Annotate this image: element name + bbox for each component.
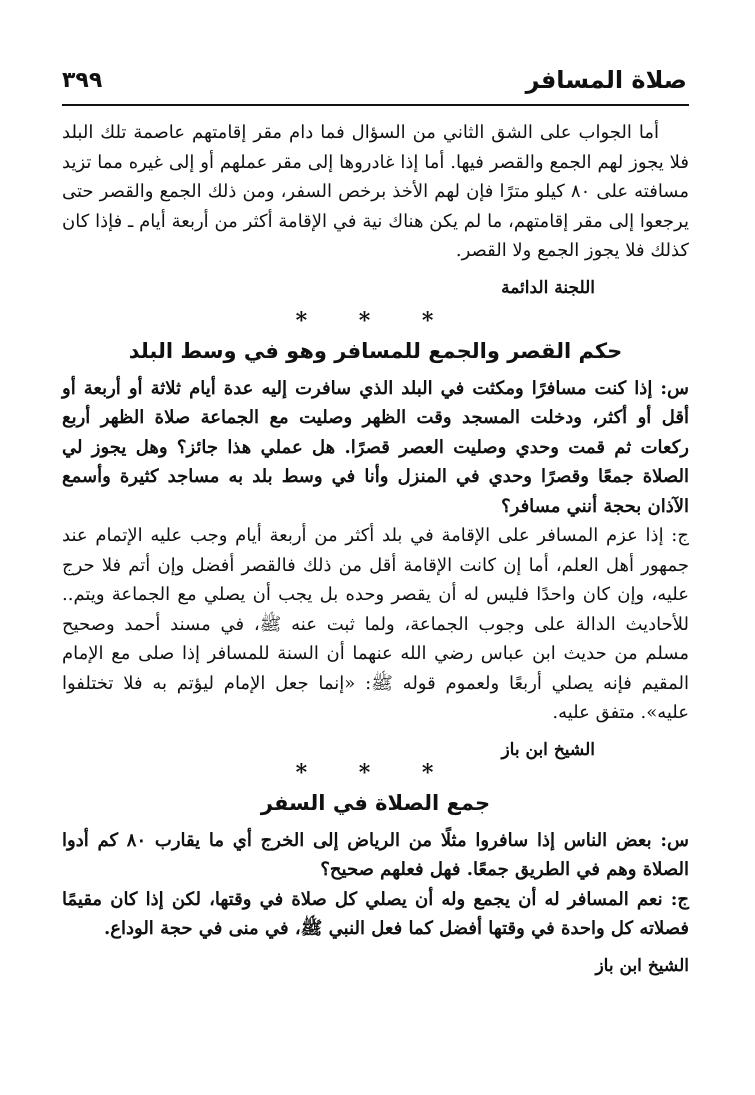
section-separator: * * * [295, 307, 456, 334]
page-header [62, 66, 687, 100]
fatwa-title: حكم القصر والجمع للمسافر وهو في وسط البلد [128, 338, 623, 363]
fatwa-title: جمع الصلاة في السفر [260, 790, 491, 815]
answer-paragraph: ج: إذا عزم المسافر على الإقامة في بلد أكثر من أربعة أيام وجب عليه الإتمام عند جمهور أهل العلم، أما إن كانت الإقامة أقل من ذلك فالقصر أفضل وإن أتم فلا حرج عليه، وإن كان واحدًا فليس له أن يقصر وحده بل يجب أن يصلي مع الجماعة ويتم.. للأحاديث الدالة على وجوب الجماعة، ولما ثبت عنه ﷺ، في مسند أحمد وصحيح مسلم من حديث ابن عباس رضي الله عنهما أن السنة للمسافر إذا صلى مع الإمام المقيم فإنه يصلي أربعًا ولعموم قوله ﷺ: «إنما جعل الإمام ليؤتم به فلا تختلفوا عليه». متفق عليه. [62, 525, 689, 723]
answer-paragraph: أما الجواب على الشق الثاني من السؤال فما دام مقر إقامتهم عاصمة تلك البلد فلا يجوز لهم الجمع والقصر فيها. أما إذا غادروها إلى مقر عملهم أو إلى غيره مما تزيد مسافته على ٨٠ كيلو مترًا فإن لهم الأخذ برخص السفر، ومن ذلك الجمع والقصر حتى يرجعوا إلى مقر إقامتهم، ما لم يكن هناك نية في الإقامة أكثر من أربعة أيام ـ فإذا كان كذلك فلا يجوز الجمع ولا القصر. [62, 122, 690, 261]
section-separator: * * * [295, 759, 456, 786]
signature-sheikh: الشيخ ابن باز [595, 955, 689, 976]
answer-paragraph: ج: نعم المسافر له أن يجمع وله أن يصلي كل صلاة في وقتها، لكن إذا كان مقيمًا فصلاته كل واحدة في وقتها أفضل كما فعل النبي ﷺ، في منى في حجة الوداع. [62, 888, 689, 939]
signature-committee: اللجنة الدائمة [501, 277, 595, 298]
header-rule [62, 104, 689, 106]
question-paragraph: س: بعض الناس إذا سافروا مثلًا من الرياض إلى الخرج أي ما يقارب ٨٠ كم أدوا الصلاة وهم في الطريق جمعًا. فهل فعلهم صحيح؟ [62, 829, 689, 880]
signature-sheikh: الشيخ ابن باز [501, 739, 595, 760]
question-paragraph: س: إذا كنت مسافرًا ومكثت في البلد الذي سافرت إليه عدة أيام ثلاثة أو أربعة أو أقل أو أكثر، ودخلت المسجد وقت الظهر وصليت مع الجماعة صلاة الظهر أربع ركعات ثم قمت وحدي وصليت العصر قصرًا. هل عملي هذا جائز؟ وهل يجوز لي الصلاة جمعًا وقصرًا وحدي في المنزل وأنا في وسط بلد به مساجد كثيرة وأسمع الآذان بحجة أنني مسافر؟ [62, 377, 689, 517]
section-title: صلاة المسافر [525, 66, 687, 94]
page-body [62, 118, 689, 976]
page-number: ٣٩٩ [62, 68, 103, 93]
